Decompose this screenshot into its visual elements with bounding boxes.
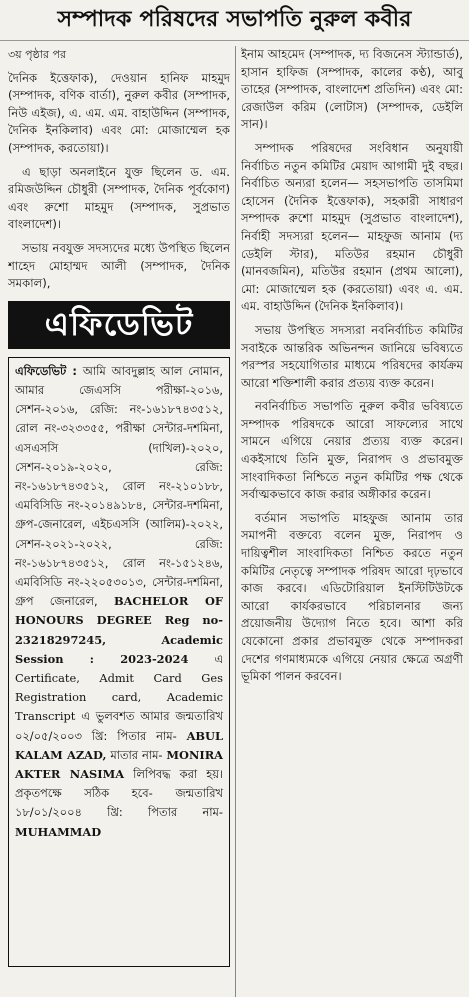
headline: সম্পাদক পরিষদের সভাপতি নুরুল কবীর — [0, 0, 469, 41]
affidavit-lead: এফিডেভিট : — [15, 363, 77, 378]
article-paragraph-1: দৈনিক ইত্তেফাক), দেওয়ান হানিফ মাহমুদ (সম্পাদক, বণিক বার্তা), নুরুল কবীর (সম্পাদক, নিউ এইজ), এ. এম. এম. বাহাউদ্দিন (সম্পাদক, দৈনিক ইনকিলাব) এবং মো: মোজাম্মেল হক (সম্পাদক, করতোয়া)। — [8, 70, 230, 155]
affidavit-text-3: এ ভুলবশত আমার জন্মতারিখ ০২/০৫/২০০৩ খ্রি: পিতার নাম- — [15, 709, 223, 743]
affidavit-text-2: এ — [214, 651, 223, 666]
article-paragraph-3: সভায় নবযুক্ত সদস্যদের মধ্যে উপস্থিত ছিলেন শাহেদ মোহাম্মদ আলী (সম্পাদক, দৈনিক সমকাল), — [8, 240, 230, 291]
affidavit-correct-father-name: MUHAMMAD — [15, 824, 102, 839]
affidavit-banner: এফিডেভিট — [8, 301, 230, 349]
affidavit-text-1: আমি আবদুল্লাহ আল নোমান, আমার জেএসসি পরীক্ষা-২০১৬, সেশন-২০১৬, রেজি: নং-১৬১৮৭৪৩৫১২, রোল নং-৩২৩৩৫৫, পরীক্ষা সেন্টার-দশমিনা, এসএসসি (দাখিল)-২০২০, সেশন-২০১৯-২০২০, রেজি: নং-১৬১৮৭৪৩৫১২, রোল নং-২১০১৮৮, এমবিসিডি নং-২০১৪৯১৮৪, সেন্টার-দশমিনা, গ্রুপ-জেনারেল, এইচএসসি (আলিম)-২০২২, সেশন-২০২১-২০২২, রেজি: নং-১৬১৮৭৪৩৫১২, রোল নং-১৫১২৪৬, এমবিসিডি নং-২২০৫৩০১৩, সেন্টার-দশমিনা, গ্রুপ জেনারেল, — [15, 363, 223, 609]
affidavit-mother-name: MONIRA AKTER NASIMA — [15, 747, 223, 781]
article-paragraph-6: সভায় উপস্থিত সদস্যরা নবনির্বাচিত কমিটির সবাইকে আন্তরিক অভিনন্দন জানিয়ে ভবিষ্যতে পরস্পর সহযোগিতার মাধ্যমে পরিষদের কার্যক্রম আরো শক্তিশালী করার প্রত্যয় ব্যক্ত করেন। — [241, 322, 463, 390]
affidavit-notice — [8, 357, 230, 967]
left-column — [8, 46, 230, 997]
article-paragraph-5: সম্পাদক পরিষদের সংবিধান অনুযায়ী নির্বাচিত নতুন কমিটির মেয়াদ আগামী দুই বছর। নির্বাচিত অন্যরা হলেন— সহসভাপতি তাসমিমা হোসেন (দৈনিক ইত্তেফাক), সহকারী সাধারণ সম্পাদক রুশো মাহমুদ (সুপ্রভাত বাংলাদেশ), নির্বাহী সদস্যরা হলেন— মাহফুজ আনাম (দ্য ডেইলি স্টার), মতিউর রহমান চৌধুরী (মানবজমিন), মতিউর রহমান (প্রথম আলো), মো: মোজাম্মেল হক (করতোয়া) এবং এ. এম. এম. বাহাউদ্দিন (দৈনিক ইনকিলাব)। — [241, 140, 463, 314]
right-column — [241, 46, 463, 997]
column-divider — [235, 46, 236, 997]
article-paragraph-8: বর্তমান সভাপতি মাহফুজ আনাম তার সমাপনী বক্তব্যে বলেন মুক্ত, নিরাপদ ও দায়িত্বশীল সাংবাদিকতা নিশ্চিত করতে নতুন কমিটির নেতৃত্বে সম্পাদক পরিষদ আরো দৃঢ়ভাবে কাজ করবে। এডিটোরিয়াল ইনস্টিটিউটকে আরো কার্যকরভাবে পরিচালনার জন্য প্রয়োজনীয় উদ্যোগ নিতে হবে। আশা করি যেকোনো প্রকার প্রভাবমুক্ত থেকে সম্পাদকরা দেশের গণমাধ্যমকে এগিয়ে নেয়ার ক্ষেত্রে অগ্রণী ভূমিকা পালন করবেন। — [241, 510, 463, 684]
article-paragraph-4: ইনাম আহমেদ (সম্পাদক, দ্য বিজনেস স্ট্যান্ডার্ড), হাসান হাফিজ (সম্পাদক, কালের কণ্ঠ), আবু তাহের (সম্পাদক, বাংলাদেশ প্রতিদিন) এবং মো: রেজাউল করিম (লোটাস) (সম্পাদক, ডেইলি সান)। — [241, 47, 463, 132]
affidavit-text-5: লিপিবদ্ধ করা হয়। প্রকৃতপক্ষে সঠিক হবে- জন্মতারিখ ১৮/০১/২০০৪ খ্রি: পিতার নাম- — [15, 766, 223, 820]
continued-from-label: ৩য় পৃষ্ঠার পর — [8, 48, 67, 61]
affidavit-degree-text: BACHELOR OF HONOURS DEGREE Reg no-23218297245, Academic Session : 2023-2024 — [15, 594, 223, 666]
affidavit-documents-text: Certificate, Admit Card Ges Registration card, Academic Transcript — [15, 670, 223, 724]
affidavit-father-name: ABUL KALAM AZAD, — [15, 728, 224, 762]
article-paragraph-2: এ ছাড়া অনলাইনে যুক্ত ছিলেন ড. এম. রমিজউদ্দিন চৌধুরী (সম্পাদক, দৈনিক পূর্বকোণ) এবং রুশো মাহমুদ (সম্পাদক, সুপ্রভাত বাংলাদেশ)। — [8, 164, 230, 232]
affidavit-text-4: মাতার নাম- — [110, 747, 163, 762]
article-paragraph-7: নবনির্বাচিত সভাপতি নুরুল কবীর ভবিষ্যতে সম্পাদক পরিষদকে আরো সাফল্যের সাথে সামনে এগিয়ে নেয়ার প্রত্যয় ব্যক্ত করেন। একইসাথে তিনি মুক্ত, নিরাপদ ও প্রভাবমুক্ত সাংবাদিকতা নিশ্চিতে নতুন কমিটির পক্ষ থেকে সর্বাত্মকভাবে কাজ করার অঙ্গীকার করেন। — [241, 399, 463, 502]
